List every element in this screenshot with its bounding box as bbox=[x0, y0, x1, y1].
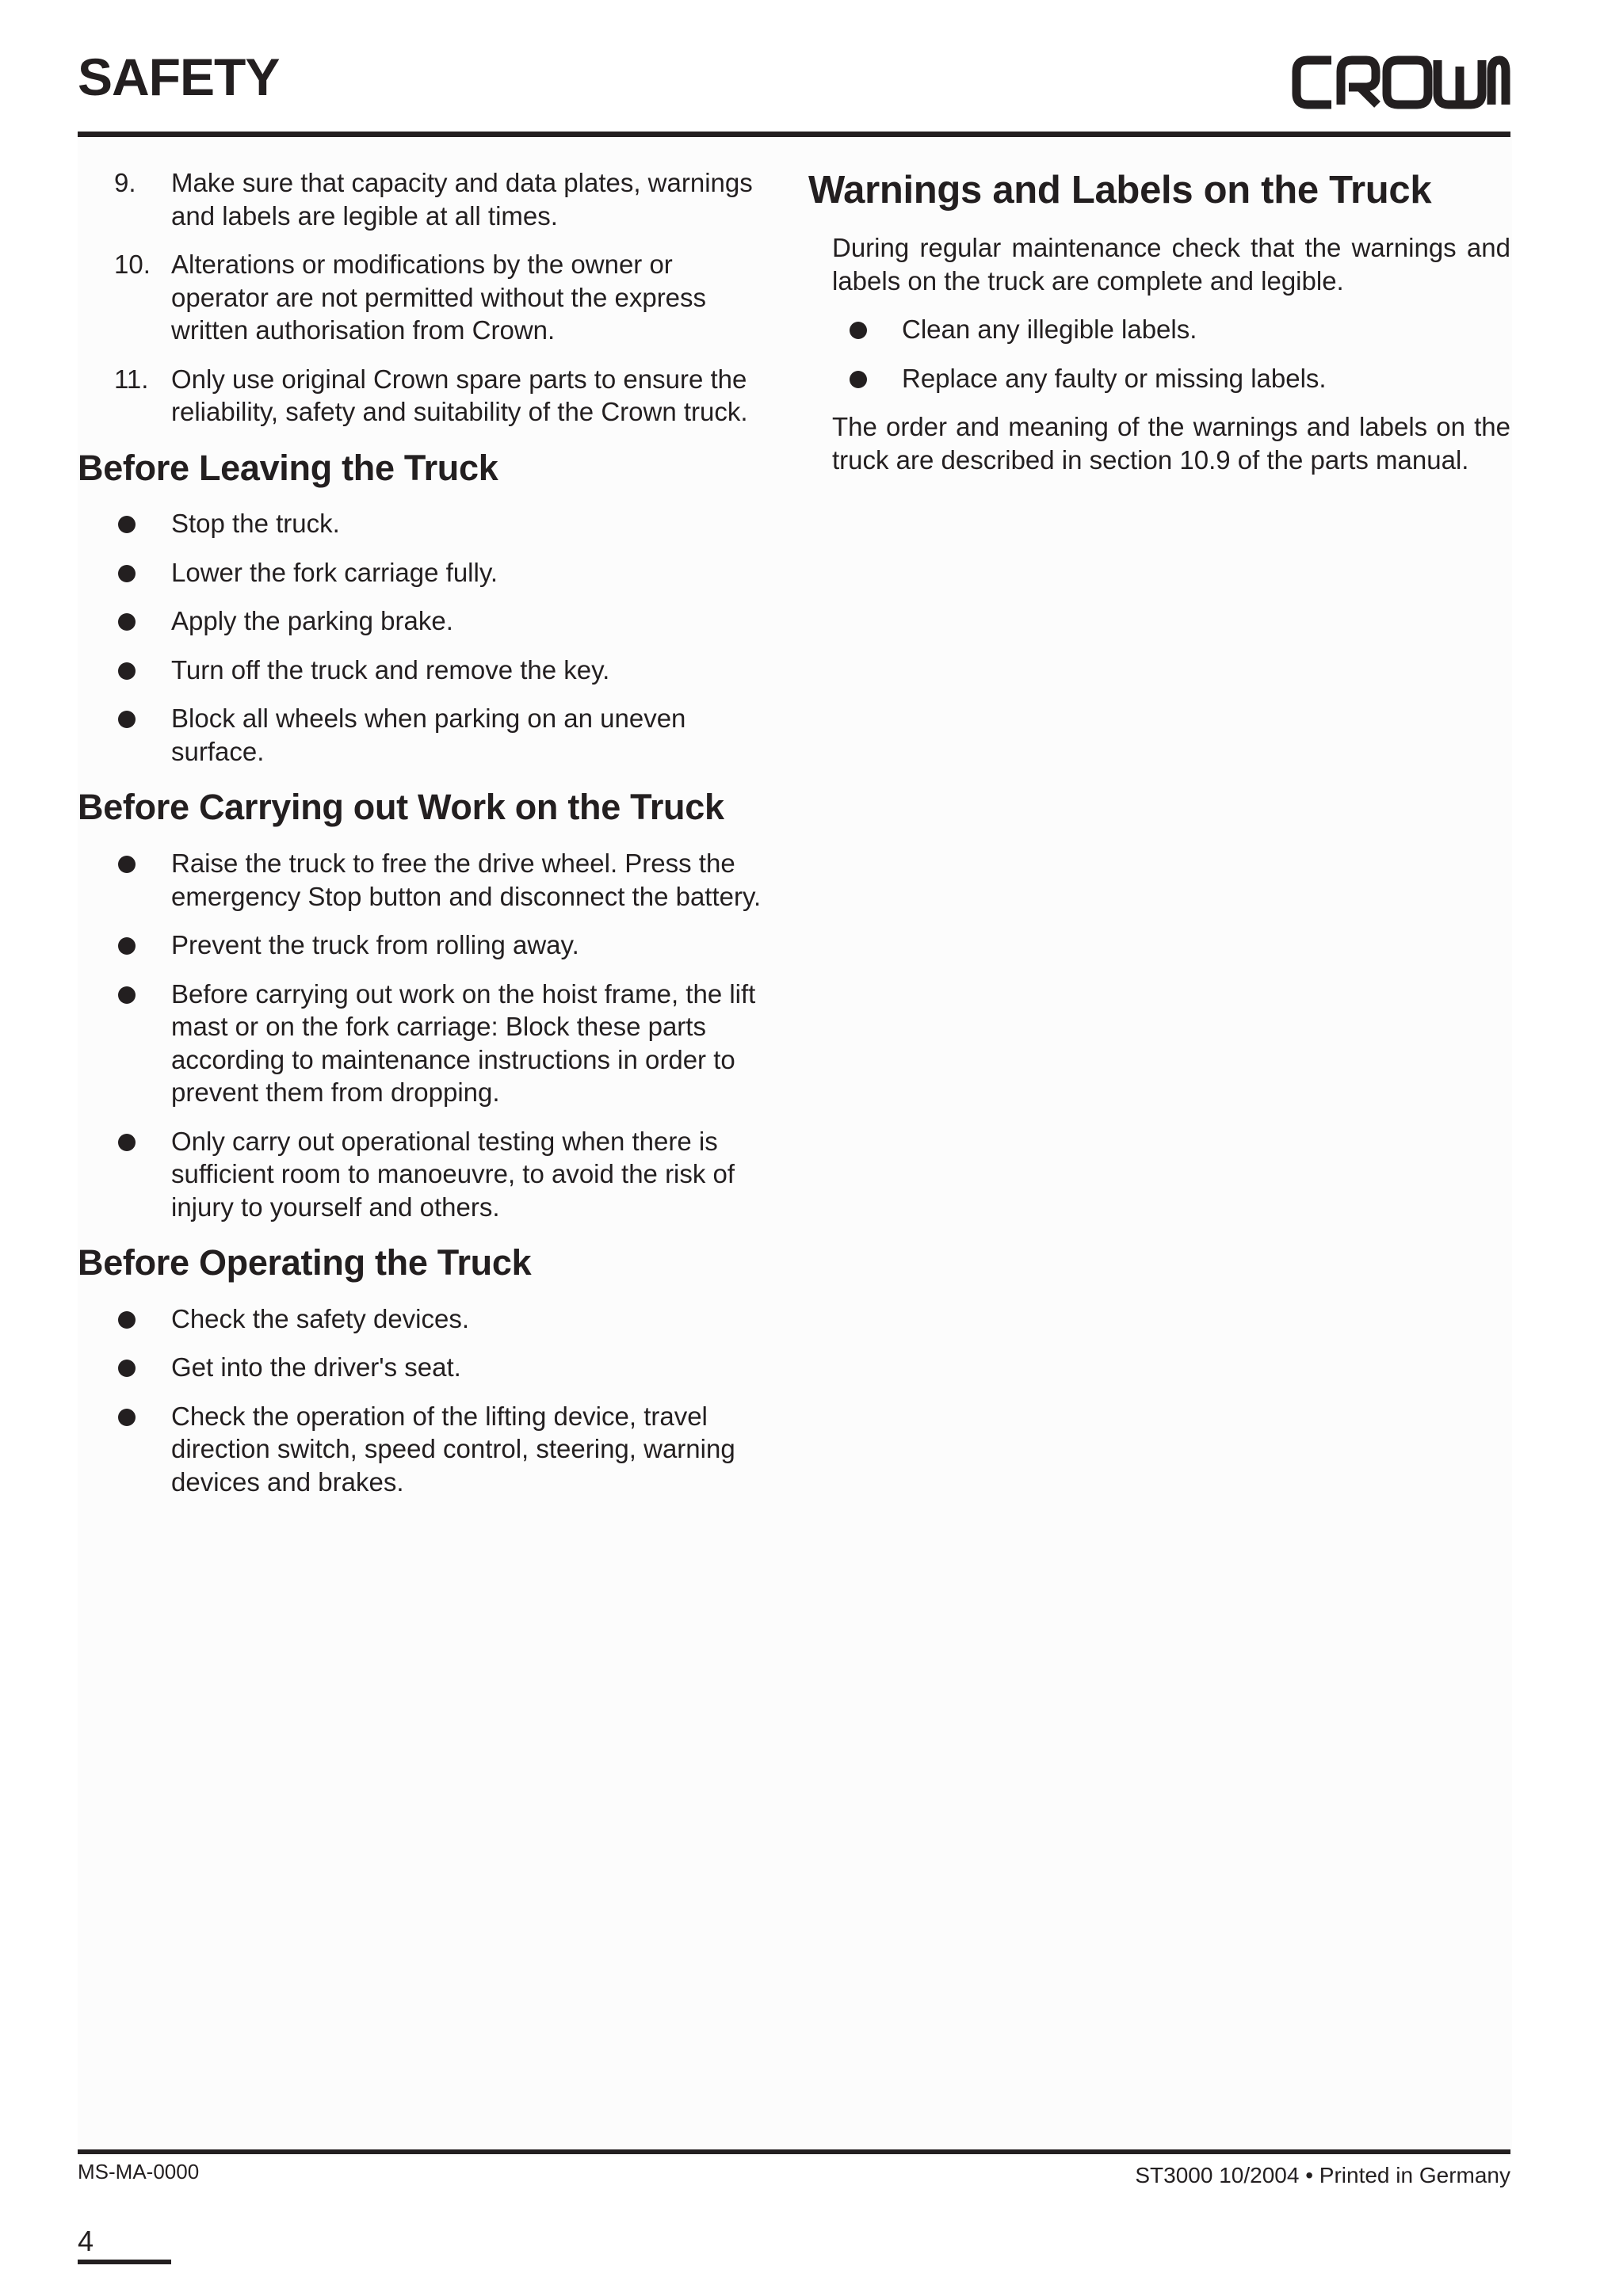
bullet-icon bbox=[118, 565, 136, 582]
list-item bbox=[808, 313, 1510, 346]
item-text: Make sure that capacity and data plates, warnings and labels are legible at all times. bbox=[171, 168, 753, 231]
page-number: 4 bbox=[78, 2225, 94, 2257]
item-text: Check the operation of the lifting device, travel direction switch, speed control, steering, warning devices and brakes. bbox=[171, 1401, 735, 1497]
section-heading-before-work: Before Carrying out Work on the Truck bbox=[78, 787, 724, 828]
bullet-list bbox=[78, 1302, 775, 1499]
list-item bbox=[78, 363, 775, 429]
bullet-icon bbox=[118, 1311, 136, 1329]
bullet-icon bbox=[118, 1134, 136, 1151]
crown-logo bbox=[1292, 55, 1510, 109]
item-text: Lower the fork carriage fully. bbox=[171, 557, 498, 587]
list-item bbox=[78, 166, 775, 232]
bullet-icon bbox=[118, 613, 136, 631]
item-text: Alterations or modifications by the owner or operator are not permitted without the express written authorisation from Crown. bbox=[171, 250, 707, 345]
bullet-icon bbox=[118, 516, 136, 533]
bullet-list bbox=[78, 847, 775, 1223]
list-item bbox=[78, 248, 775, 347]
bullet-icon bbox=[118, 711, 136, 728]
item-text: Raise the truck to free the drive wheel. Press the emergency Stop button and disconnect the battery. bbox=[171, 849, 762, 911]
list-item bbox=[78, 978, 775, 1109]
section-heading-before-leaving: Before Leaving the Truck bbox=[78, 447, 498, 488]
footer-rule bbox=[78, 2149, 1510, 2154]
bullet-icon bbox=[118, 937, 136, 955]
list-item bbox=[78, 605, 775, 638]
item-text: Get into the driver's seat. bbox=[171, 1352, 461, 1383]
list-item bbox=[78, 702, 775, 768]
list-item bbox=[78, 1351, 775, 1384]
list-item bbox=[78, 507, 775, 540]
bullet-list bbox=[808, 313, 1510, 395]
right-column bbox=[808, 166, 1510, 492]
list-item bbox=[78, 1400, 775, 1499]
intro-paragraph: During regular maintenance check that the warnings and labels on the truck are complete and legible. bbox=[832, 233, 1510, 296]
item-text: Replace any faulty or missing labels. bbox=[902, 363, 1327, 393]
bullet-icon bbox=[118, 1360, 136, 1377]
list-item bbox=[78, 556, 775, 589]
item-number: 10. bbox=[114, 250, 151, 279]
item-text: Prevent the truck from rolling away. bbox=[171, 930, 579, 959]
item-number: 11. bbox=[114, 364, 149, 394]
page-number-rule bbox=[78, 2260, 171, 2264]
bullet-icon bbox=[118, 986, 136, 1004]
list-item bbox=[78, 654, 775, 687]
item-text: Turn off the truck and remove the key. bbox=[171, 654, 610, 685]
item-text: Stop the truck. bbox=[171, 509, 340, 539]
item-text: Check the safety devices. bbox=[171, 1303, 470, 1333]
item-text: Block all wheels when parking on an uneven surface. bbox=[171, 704, 686, 766]
bullet-icon bbox=[118, 856, 136, 873]
edition-info: ST3000 10/2004 • Printed in Germany bbox=[1135, 2163, 1510, 2187]
bullet-icon bbox=[850, 371, 867, 388]
bullet-list bbox=[78, 507, 775, 768]
header-rule bbox=[78, 132, 1510, 137]
numbered-list bbox=[78, 166, 775, 429]
item-number: 9. bbox=[114, 168, 136, 197]
section-heading-warnings-labels: Warnings and Labels on the Truck bbox=[808, 169, 1432, 212]
document-code: MS-MA-0000 bbox=[78, 2160, 200, 2183]
item-text: Apply the parking brake. bbox=[171, 606, 453, 636]
list-item bbox=[78, 929, 775, 962]
item-text: Only use original Crown spare parts to ensure the reliability, safety and suitability of the Crown truck. bbox=[171, 364, 748, 426]
section-heading-before-operating: Before Operating the Truck bbox=[78, 1242, 532, 1283]
bullet-icon bbox=[118, 1409, 136, 1426]
item-text: Before carrying out work on the hoist frame, the lift mast or on the fork carriage: Block these parts according to maintenance instructions in order to prevent them from dropping. bbox=[171, 978, 756, 1107]
list-item bbox=[78, 1125, 775, 1224]
list-item bbox=[78, 847, 775, 913]
list-item bbox=[808, 362, 1510, 395]
bullet-icon bbox=[118, 662, 136, 680]
bullet-icon bbox=[850, 322, 867, 339]
closing-paragraph: The order and meaning of the warnings and labels on the truck are described in section 10.9 of the parts manual. bbox=[832, 412, 1510, 475]
page-title: SAFETY bbox=[78, 48, 280, 106]
left-column bbox=[78, 166, 775, 1514]
item-text: Clean any illegible labels. bbox=[902, 315, 1197, 345]
list-item bbox=[78, 1302, 775, 1336]
item-text: Only carry out operational testing when there is sufficient room to manoeuvre, to avoid the risk of injury to yourself and others. bbox=[171, 1126, 735, 1222]
